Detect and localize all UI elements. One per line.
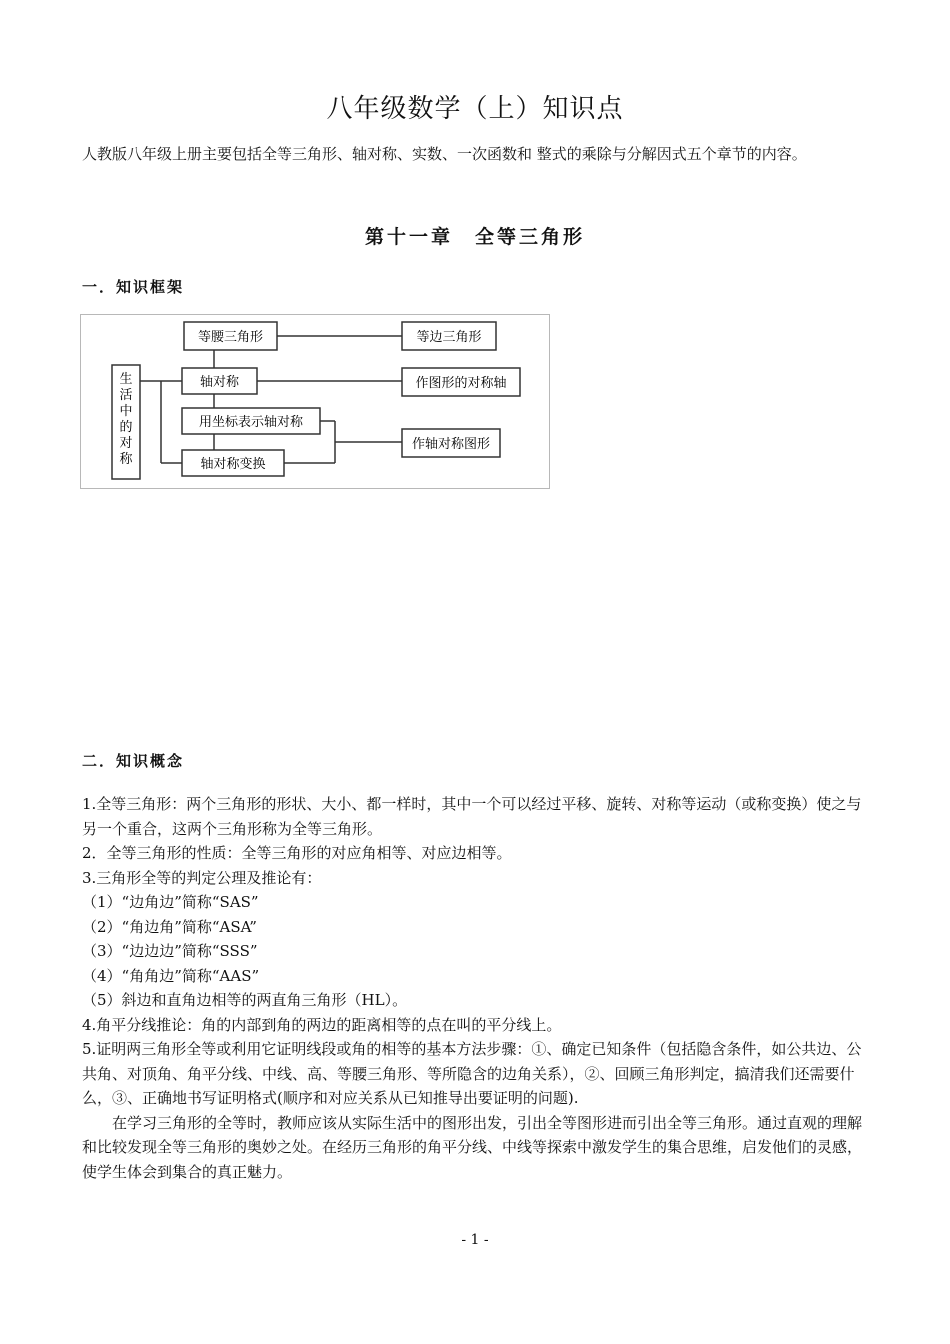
axial-symmetry-label: 轴对称 [199,375,240,390]
draw-symmetric-figure-label: 作轴对称图形 [411,437,491,452]
concept-paragraph: 3.三角形全等的判定公理及推论有： [82,868,322,887]
page-title: 八年级数学（上）知识点 [326,94,624,124]
concept-paragraph: 4.角平分线推论：角的内部到角的两边的距离相等的点在叫的平分线上。 [82,1015,562,1034]
concept-list-item: （2）“角边角”简称“ASA” [82,917,257,936]
concept-list-item: （1）“边角边”简称“SAS” [82,893,259,911]
knowledge-framework-diagram [80,314,550,489]
intro-paragraph: 人教版八年级上册主要包括全等三角形、轴对称、实数、一次函数和 整式的乘除与分解因式五个章节的内容。 [82,145,807,163]
concept-list-item: （3）“边边边”简称“SSS” [82,942,258,960]
concept-list-item: （5）斜边和直角边相等的两直角三角形（HL）。 [82,991,408,1009]
concept-list-item: （4）“角角边”简称“AAS” [82,966,260,985]
concept-paragraph: 5.证明两三角形全等或利用它证明线段或角的相等的基本方法步骤：①、确定已知条件（包括隐含条件，如公共边、公共角、对顶角、角平分线、中线、高、等腰三角形、等所隐含的边角关系），②、回顾三角形判定，搞清我们还需要什么，③、正确地书写证明格式(顺序和对应关系从已知推导出要证明的问题). [82,1040,862,1107]
section-heading-concepts: 二．知识概念 [82,752,185,770]
life-symmetry-label: 生活中的对称 [119,372,133,467]
isosceles-triangle-label: 等腰三角形 [197,330,264,345]
chapter-title: 第十一章 全等三角形 [364,226,585,248]
page-number: - 1 - [461,1232,489,1248]
draw-symmetry-axis-label: 作图形的对称轴 [415,376,507,391]
concept-paragraph: 1.全等三角形：两个三角形的形状、大小、都一样时，其中一个可以经过平移、旋转、对称等运动（或称变换）使之与另一个重合，这两个三角形称为全等三角形。 [82,795,862,838]
concepts-content [82,792,872,1184]
teaching-note-paragraph: 在学习三角形的全等时，教师应该从实际生活中的图形出发，引出全等图形进而引出全等三角形。通过直观的理解和比较发现全等三角形的奥妙之处。在经历三角形的角平分线、中线等探索中激发学生的集合思维，启发他们的灵感，使学生体会到集合的真正魅力。 [82,1113,863,1181]
equilateral-triangle-label: 等边三角形 [416,330,482,345]
symmetry-transform-label: 轴对称变换 [200,457,266,472]
section-heading-framework: 一．知识框架 [82,278,185,296]
concept-paragraph: 2．全等三角形的性质：全等三角形的对应角相等、对应边相等。 [82,844,512,862]
coordinate-symmetry-label: 用坐标表示轴对称 [198,415,304,430]
